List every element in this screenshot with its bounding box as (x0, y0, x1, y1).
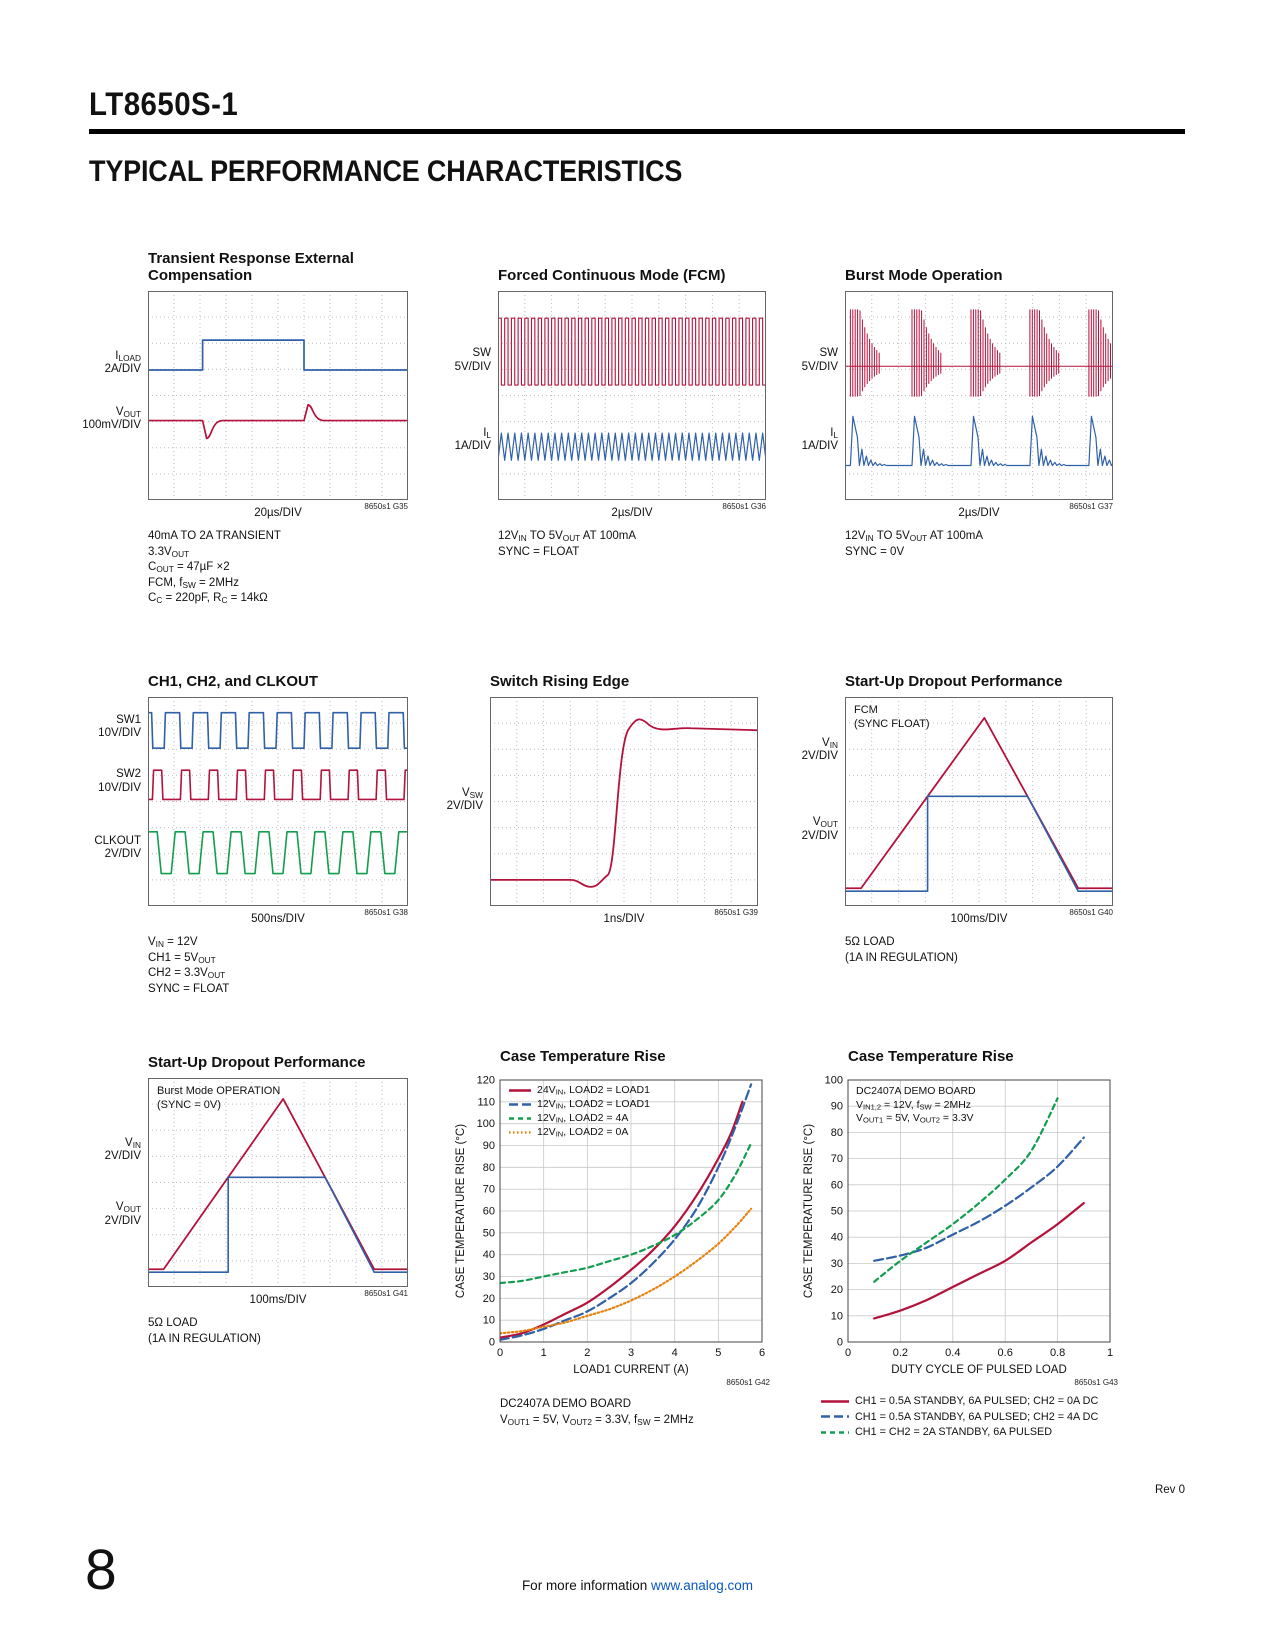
note-line: $V_{IN} = 12V$ (148, 936, 198, 949)
timebase-label: 20µs/DIV (254, 507, 302, 519)
panel-title: Case Temperature Rise (500, 1048, 666, 1065)
note-line: $C_C = 220pF$, $R_C = 14k\Omega$ (148, 592, 268, 605)
channel-label: $V_{IN}$ 2V/DIV (801, 736, 838, 763)
chart-legend (508, 1084, 650, 1140)
note-line: FCM, $f_{SW} = 2MHz$ (148, 576, 239, 590)
oscilloscope-graticule (845, 291, 1113, 500)
note-line: 5Ω LOAD (845, 936, 895, 948)
series-orange (500, 1209, 751, 1333)
trace-il (498, 433, 766, 460)
channel-label: SW2 10V/DIV (98, 768, 141, 794)
channel-label: $V_{SW}$ 2V/DIV (446, 786, 483, 813)
note-line: $12V_{IN}$ TO $5V_{OUT}$ AT 100mA (498, 530, 637, 543)
legend-label: $12V_{IN}$, LOAD2 = 0A (537, 1126, 629, 1139)
trace-vin (845, 718, 1113, 888)
y-tick-label: 120 (476, 1074, 495, 1087)
channel-label: $V_{OUT}$ 2V/DIV (801, 816, 838, 842)
note-line: (1A IN REGULATION) (845, 951, 958, 964)
conditions-notes (148, 1316, 408, 1347)
note-line: $CH1 = 5V_{OUT}$ (148, 951, 216, 965)
panel-title: Case Temperature Rise (848, 1048, 1014, 1065)
x-tick-label: 0.8 (1049, 1347, 1066, 1359)
channel-label: $I_{LOAD}$ 2A/DIV (104, 349, 141, 376)
note-line: SYNC = FLOAT (498, 545, 580, 558)
panel-title: Switch Rising Edge (490, 673, 630, 690)
legend-label: $24V_{IN}$, LOAD2 = LOAD1 (537, 1084, 650, 1097)
panel-title: CH1, CH2, and CLKOUT (148, 673, 319, 690)
note-line: $V_{OUT1} = 5V$, $V_{OUT2} = 3.3V$, $f_{SW} = 2MHz$ (500, 1413, 694, 1427)
timebase-label: 100ms/DIV (950, 913, 1008, 925)
graph-id: 8650s1 G42 (726, 1378, 770, 1387)
trace-sw-bursts (850, 310, 1113, 397)
section-title: TYPICAL PERFORMANCE CHARACTERISTICS (89, 155, 683, 188)
panel-case-temp-rise-duty (803, 1048, 1118, 1442)
timebase-label: 500ns/DIV (251, 913, 305, 925)
conditions-notes (845, 529, 1113, 560)
y-tick-label: 50 (830, 1205, 843, 1218)
inplot-annotation (854, 703, 930, 731)
x-tick-label: 4 (671, 1347, 678, 1359)
oscilloscope-graticule (148, 697, 408, 906)
inplot-line: FCM (854, 704, 878, 716)
legend-label: $12V_{IN}$, LOAD2 = 4A (537, 1112, 629, 1125)
graph-id: 8650s1 G43 (1074, 1378, 1118, 1387)
graph-id: 8650s1 G35 (364, 502, 408, 511)
x-tick-label: 0.4 (945, 1347, 961, 1359)
trace-blue (148, 713, 408, 749)
trace-sw (498, 318, 766, 385)
x-tick-label: 0.6 (997, 1347, 1013, 1359)
inplot-annotation (157, 1084, 280, 1112)
x-tick-label: 0.2 (892, 1347, 909, 1359)
legend-line-sample (508, 1101, 532, 1108)
trace-red (148, 770, 408, 799)
x-tick-label: 1 (1106, 1347, 1114, 1359)
note-line: $12V_{IN}$ TO $5V_{OUT}$ AT 100mA (845, 530, 984, 543)
trace-vin (148, 1099, 408, 1269)
analog-website-link[interactable]: www.analog.com (650, 1578, 754, 1593)
legend-label: CH1 = CH2 = 2A STANDBY, 6A PULSED (855, 1426, 1053, 1438)
y-tick-label: 50 (482, 1227, 495, 1240)
legend-label: CH1 = 0.5A STANDBY, 6A PULSED; CH2 = 0A DC (855, 1395, 1099, 1407)
panel-ch1-ch2-clkout (94, 673, 408, 997)
y-tick-label: 10 (830, 1310, 843, 1323)
y-tick-label: 20 (830, 1284, 843, 1297)
conditions-notes (498, 529, 766, 560)
graph-id: 8650s1 G39 (714, 908, 758, 917)
legend-label: CH1 = 0.5A STANDBY, 6A PULSED; CH2 = 4A DC (855, 1410, 1099, 1423)
y-tick-label: 0 (488, 1336, 495, 1349)
chart-legend (820, 1395, 1118, 1438)
y-tick-label: 110 (477, 1096, 495, 1109)
panel-switch-rising-edge (446, 673, 758, 925)
channel-label: $I_L$ 1A/DIV (454, 426, 491, 453)
graph-id: 8650s1 G38 (364, 908, 408, 917)
x-tick-label: 5 (715, 1347, 722, 1359)
channel-label: $V_{OUT}$ 2V/DIV (104, 1201, 141, 1227)
y-tick-label: 80 (830, 1126, 843, 1139)
legend-line-sample (820, 1398, 850, 1405)
channel-label: $I_L$ 1A/DIV (801, 426, 838, 453)
y-tick-label: 70 (830, 1153, 843, 1166)
note-line: 5Ω LOAD (148, 1317, 198, 1329)
scope-plot (801, 291, 1113, 511)
panel-fcm (454, 267, 766, 560)
legend-line-sample (508, 1129, 532, 1136)
graph-id: 8650s1 G36 (722, 502, 766, 511)
y-tick-label: 40 (482, 1249, 495, 1262)
legend-item (508, 1126, 650, 1138)
series-group (874, 1098, 1084, 1318)
legend-line-sample (508, 1115, 532, 1122)
channel-label: CLKOUT 2V/DIV (94, 834, 141, 861)
scope-plot (446, 697, 758, 917)
graph-id: 8650s1 G41 (364, 1289, 408, 1298)
note-line: $3.3V_{OUT}$ (148, 545, 190, 559)
y-tick-label: 40 (830, 1231, 843, 1244)
timebase-label: 2µs/DIV (611, 507, 653, 519)
panel-title: Start-Up Dropout Performance (148, 1054, 366, 1071)
scope-plot (94, 697, 408, 917)
x-axis-label: LOAD1 CURRENT (A) (573, 1364, 689, 1376)
scope-plot (104, 1078, 408, 1298)
panel-startup-dropout-fcm (801, 673, 1113, 966)
y-tick-label: 100 (476, 1118, 495, 1131)
header-rule (89, 129, 1185, 134)
panel-transient-response (82, 250, 408, 607)
y-tick-label: 30 (482, 1271, 495, 1283)
note-line: $C_{OUT} = 47\mu F \times 2$ (148, 561, 230, 574)
panel-startup-dropout-burst (104, 1054, 408, 1347)
panel-case-temp-rise-load (455, 1048, 770, 1428)
panel-title: Start-Up Dropout Performance (845, 673, 1063, 690)
oscilloscope-graticule (490, 697, 758, 906)
footer (0, 1578, 1275, 1593)
timebase-label: 1ns/DIV (603, 913, 645, 925)
y-tick-label: 90 (830, 1100, 843, 1113)
legend-item (820, 1395, 1118, 1407)
y-tick-label: 90 (482, 1140, 495, 1152)
panel-burst-mode (801, 267, 1113, 560)
inplot-line: (SYNC FLOAT) (854, 718, 930, 730)
legend-line-sample (820, 1429, 850, 1436)
scope-plot (454, 291, 766, 511)
timebase-label: 100ms/DIV (249, 1294, 307, 1306)
scope-plot (801, 697, 1113, 917)
note-line: SYNC = FLOAT (148, 982, 230, 995)
y-tick-label: 70 (482, 1183, 495, 1196)
legend-item (508, 1084, 650, 1096)
trace-green (148, 832, 408, 874)
xy-chart (803, 1072, 1118, 1362)
legend-item (508, 1098, 650, 1110)
legend-item (508, 1112, 650, 1124)
channel-label: SW1 10V/DIV (98, 713, 141, 740)
conditions-notes (500, 1397, 770, 1428)
conditions-notes (845, 935, 1113, 966)
note-line: 40mA TO 2A TRANSIENT (148, 530, 281, 542)
graph-id: 8650s1 G37 (1069, 502, 1113, 511)
y-axis-label: CASE TEMPERATURE RISE (°C) (803, 1123, 815, 1299)
legend-item (820, 1411, 1118, 1423)
conditions-notes (148, 529, 408, 607)
channel-label: $V_{IN}$ 2V/DIV (104, 1136, 141, 1163)
inplot-line: $V_{OUT1} = 5V$, $V_{OUT2} = 3.3V$ (856, 1112, 974, 1125)
xy-chart (455, 1072, 770, 1362)
panel-title: Transient Response External Compensation (148, 250, 354, 284)
series-green (500, 1143, 751, 1283)
x-tick-label: 0 (496, 1347, 504, 1359)
x-tick-label: 3 (627, 1347, 635, 1359)
channel-label: SW 5V/DIV (801, 347, 838, 373)
y-tick-label: 60 (482, 1205, 495, 1218)
graph-id: 8650s1 G40 (1069, 908, 1113, 917)
oscilloscope-graticule (148, 291, 408, 500)
y-tick-label: 0 (836, 1336, 843, 1349)
y-tick-label: 20 (482, 1292, 495, 1305)
panel-title: Burst Mode Operation (845, 267, 1003, 284)
note-line: DC2407A DEMO BOARD (500, 1398, 632, 1410)
part-number: LT8650S-1 (89, 86, 239, 122)
inplot-line: Burst Mode OPERATION (157, 1085, 281, 1097)
note-line: (1A IN REGULATION) (148, 1332, 261, 1345)
legend-line-sample (820, 1413, 850, 1420)
inplot-line: (SYNC = 0V) (157, 1099, 221, 1111)
panel-title: Forced Continuous Mode (FCM) (498, 267, 726, 284)
y-axis-label: CASE TEMPERATURE RISE (°C) (455, 1123, 467, 1299)
x-tick-label: 1 (540, 1347, 547, 1359)
channel-label: $V_{OUT}$ 100mV/DIV (82, 405, 141, 432)
y-tick-label: 30 (830, 1257, 843, 1270)
y-tick-label: 100 (824, 1074, 843, 1087)
legend-line-sample (508, 1087, 532, 1094)
inplot-line: $V_{IN1,2} = 12V$, $f_{SW} = 2MHz$ (856, 1098, 972, 1112)
inplot-annotation (856, 1085, 976, 1126)
x-tick-label: 0 (844, 1347, 852, 1359)
channel-label: SW 5V/DIV (454, 347, 491, 373)
note-line: SYNC = 0V (845, 545, 905, 558)
page-number: 8 (85, 1538, 117, 1602)
revision-label: Rev 0 (1154, 1484, 1185, 1496)
legend-label: $12V_{IN}$, LOAD2 = LOAD1 (537, 1098, 650, 1111)
inplot-line: DC2407A DEMO BOARD (856, 1085, 976, 1097)
scope-plot (82, 291, 408, 511)
conditions-notes (148, 935, 408, 997)
y-tick-label: 60 (830, 1179, 843, 1192)
footer-text: For more information (521, 1578, 651, 1593)
x-tick-label: 2 (584, 1347, 591, 1359)
note-line: $CH2 = 3.3V_{OUT}$ (148, 967, 226, 980)
oscilloscope-graticule (498, 291, 766, 500)
legend-item (820, 1426, 1118, 1438)
y-tick-label: 80 (482, 1161, 495, 1174)
series-blue (874, 1138, 1084, 1261)
x-axis-label: DUTY CYCLE OF PULSED LOAD (891, 1364, 1067, 1376)
x-tick-label: 6 (758, 1347, 766, 1359)
y-tick-label: 10 (482, 1314, 495, 1327)
timebase-label: 2µs/DIV (958, 507, 1000, 519)
